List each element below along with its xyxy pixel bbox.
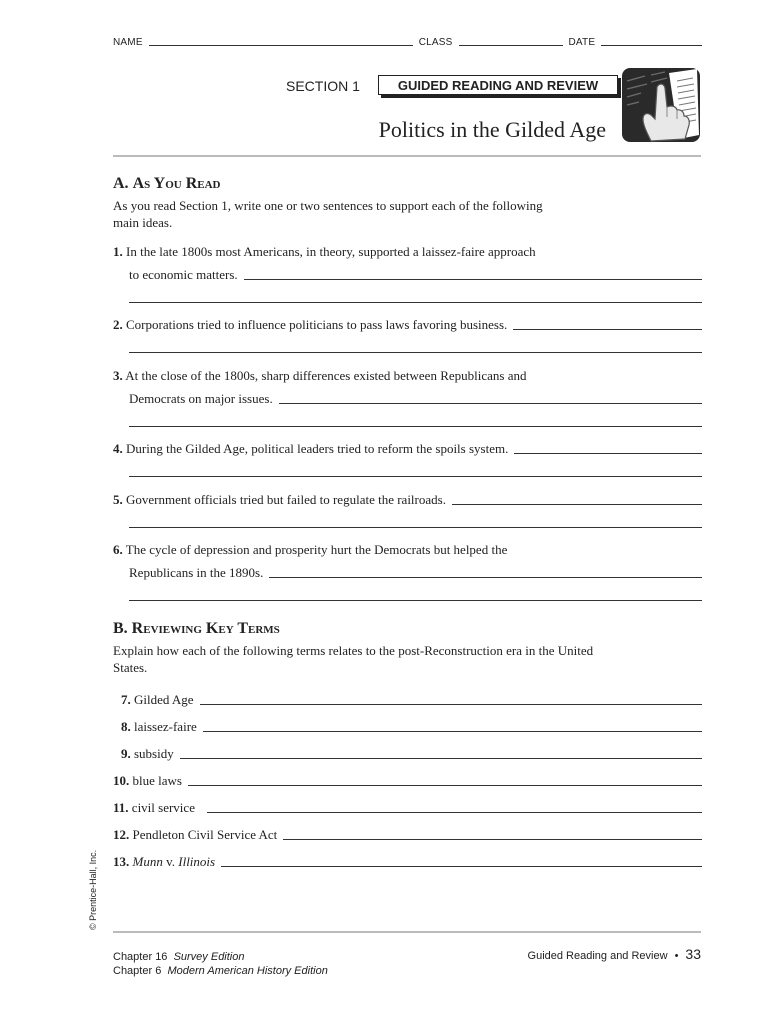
part-a-heading xyxy=(113,175,220,193)
term-text: Pendleton Civil Service Act xyxy=(132,827,278,842)
term-number: 9. xyxy=(121,746,131,761)
term-text: civil service xyxy=(131,800,195,815)
term-text: Gilded Age xyxy=(134,692,194,707)
part-a-instructions: As you read Section 1, write one or two sentences to support each of the following main ideas. xyxy=(113,198,543,230)
date-label: DATE xyxy=(568,37,596,48)
term-number: 12. xyxy=(113,827,130,842)
chapter-label: Chapter 6 xyxy=(113,965,162,977)
term-number: 8. xyxy=(121,719,131,734)
key-term-row xyxy=(113,816,702,843)
item-text: Government officials tried but failed to regulate the railroads. xyxy=(126,492,446,507)
edition-label: Survey Edition xyxy=(173,951,245,963)
part-a-letter: A. xyxy=(113,175,129,192)
term-number: 13. xyxy=(113,854,130,869)
item-text: Democrats on major issues. xyxy=(129,391,273,406)
term-text: subsidy xyxy=(134,746,174,761)
item-text: The cycle of depression and prosperity hurt the Democrats but helped the xyxy=(125,542,508,557)
item-number: 2. xyxy=(113,317,123,332)
answer-line[interactable] xyxy=(200,704,702,705)
item-number: 5. xyxy=(113,492,123,507)
guided-reading-badge: GUIDED READING AND REVIEW xyxy=(378,75,618,95)
answer-line[interactable] xyxy=(129,476,702,477)
term-text: v. xyxy=(162,854,179,869)
answer-line[interactable] xyxy=(129,302,702,303)
answer-line[interactable] xyxy=(514,453,702,454)
name-field[interactable] xyxy=(149,45,413,46)
date-field[interactable] xyxy=(601,45,702,46)
main-idea-2 xyxy=(113,310,702,356)
part-a-title: As You Read xyxy=(132,175,221,192)
part-b-heading xyxy=(113,620,280,638)
footer-chapters xyxy=(113,950,328,978)
key-term-row xyxy=(113,735,702,762)
item-text: to economic matters. xyxy=(129,267,238,282)
answer-line[interactable] xyxy=(207,812,702,813)
item-number: 4. xyxy=(113,441,123,456)
item-text: In the late 1800s most Americans, in theory, supported a laissez-faire approach xyxy=(126,244,536,259)
answer-line[interactable] xyxy=(452,504,702,505)
page-number: 33 xyxy=(685,946,701,962)
item-text: At the close of the 1800s, sharp differences existed between Republicans and xyxy=(125,368,527,383)
answer-line[interactable] xyxy=(180,758,702,759)
answer-line[interactable] xyxy=(188,785,702,786)
part-b-letter: B. xyxy=(113,620,128,637)
key-term-row xyxy=(113,789,702,816)
main-idea-1 xyxy=(113,237,702,306)
top-divider xyxy=(113,155,701,157)
footer-page xyxy=(528,946,701,962)
answer-line[interactable] xyxy=(129,600,702,601)
answer-line[interactable] xyxy=(203,731,702,732)
key-terms-list xyxy=(113,681,702,870)
part-b-instructions: Explain how each of the following terms relates to the post-Reconstruction era in the United States. xyxy=(113,643,594,675)
answer-line[interactable] xyxy=(269,577,702,578)
key-term-row xyxy=(113,681,702,708)
page-title: Politics in the Gilded Age xyxy=(378,117,606,142)
answer-line[interactable] xyxy=(279,403,702,404)
term-number: 7. xyxy=(121,692,131,707)
item-text: During the Gilded Age, political leaders tried to reform the spoils system. xyxy=(126,441,509,456)
term-text-italic: Illinois xyxy=(178,854,216,869)
footer-label: Guided Reading and Review xyxy=(527,950,668,962)
bottom-divider xyxy=(113,931,701,933)
answer-line[interactable] xyxy=(244,279,702,280)
item-number: 3. xyxy=(113,368,123,383)
class-field[interactable] xyxy=(459,45,563,46)
edition-label: Modern American History Edition xyxy=(167,965,328,977)
answer-line[interactable] xyxy=(513,329,702,330)
main-idea-6 xyxy=(113,535,702,604)
term-number: 10. xyxy=(113,773,130,788)
section-number: SECTION 1 xyxy=(286,78,360,94)
part-b-title: Reviewing Key Terms xyxy=(131,620,280,637)
item-text: Corporations tried to influence politicians to pass laws favoring business. xyxy=(126,317,508,332)
answer-line[interactable] xyxy=(283,839,702,840)
item-number: 1. xyxy=(113,244,123,259)
chapter-label: Chapter 16 xyxy=(113,951,168,963)
term-text: laissez-faire xyxy=(134,719,197,734)
copyright-notice: © Prentice-Hall, Inc. xyxy=(88,849,98,930)
header-fields xyxy=(113,34,702,48)
term-text: blue laws xyxy=(132,773,182,788)
key-term-row xyxy=(113,762,702,789)
key-term-row xyxy=(113,843,702,870)
term-number: 11. xyxy=(113,800,129,815)
item-text: Republicans in the 1890s. xyxy=(129,565,264,580)
main-idea-4 xyxy=(113,434,702,480)
answer-line[interactable] xyxy=(221,866,702,867)
class-label: CLASS xyxy=(418,37,453,48)
pointing-hand-icon xyxy=(621,67,701,143)
name-label: NAME xyxy=(113,37,143,48)
answer-line[interactable] xyxy=(129,426,702,427)
main-idea-5 xyxy=(113,485,702,531)
answer-line[interactable] xyxy=(129,527,702,528)
bullet-separator: • xyxy=(674,950,679,962)
term-text-italic: Munn xyxy=(132,854,163,869)
item-number: 6. xyxy=(113,542,123,557)
main-idea-3 xyxy=(113,361,702,430)
key-term-row xyxy=(113,708,702,735)
answer-line[interactable] xyxy=(129,352,702,353)
